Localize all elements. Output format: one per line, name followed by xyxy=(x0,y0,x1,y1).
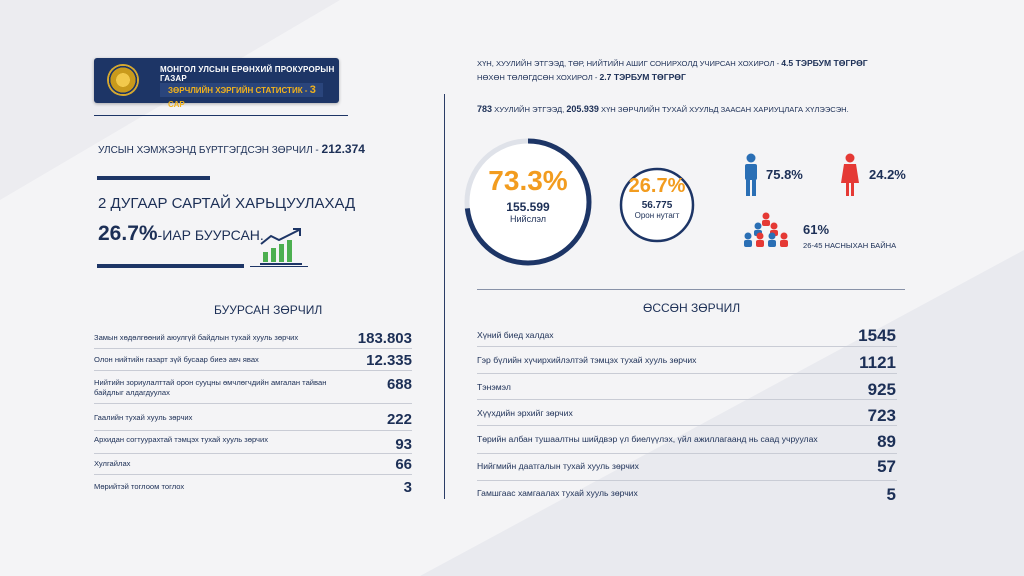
list-item-label: Тэнэмэл xyxy=(477,382,511,392)
rural-label: Орон нутагт xyxy=(634,211,680,220)
list-item-label: Хүүхдийн эрхийг зөрчих xyxy=(477,408,573,418)
list-item-value: 925 xyxy=(867,380,896,399)
list-item-value: 688 xyxy=(386,376,412,393)
list-item-value: 66 xyxy=(395,456,412,473)
list-item-label: Олон нийтийн газарт зүй бусаар биеэ авч явах xyxy=(94,355,259,364)
row-separator xyxy=(94,453,412,454)
row-separator xyxy=(94,348,412,349)
list-item-label: Нийгмийн даатгалын тухай хууль зөрчих xyxy=(477,461,639,471)
age-percent: 61% xyxy=(803,222,830,237)
row-separator xyxy=(477,346,897,347)
decrease-summary: 26.7%-ИАР БУУРСАН. xyxy=(98,222,264,245)
list-item-value: 723 xyxy=(867,406,896,425)
header-badge xyxy=(94,58,339,109)
row-separator xyxy=(477,373,897,374)
liability-line: 783 ХУУЛИЙН ЭТГЭЭД, 205.939 ХҮН ЗӨРЧЛИЙН ТУХАЙ ХУУЛЬД ЗААСАН ХАРИУЦЛАГА ХҮЛЭЭСЭН. xyxy=(477,104,849,114)
female-icon xyxy=(840,153,860,197)
list-item-value: 57 xyxy=(877,457,896,476)
male-icon xyxy=(742,153,760,197)
list-item-label: Замын хөдөлгөөний аюулгүй байдлын тухай хууль зөрчих xyxy=(94,333,299,342)
list-item-label: Архидан согтуурахтай тэмцэх тухай хууль зөрчих xyxy=(94,435,269,444)
list-item-value: 89 xyxy=(877,432,896,451)
list-item-value: 1121 xyxy=(859,353,896,372)
row-separator xyxy=(477,453,897,454)
decreased-section-title: БУУРСАН ЗӨРЧИЛ xyxy=(214,303,323,317)
section-divider xyxy=(477,289,905,290)
row-separator xyxy=(477,399,897,400)
row-separator xyxy=(477,425,897,426)
female-percent: 24.2% xyxy=(869,167,906,182)
accent-bar-bottom xyxy=(97,264,244,268)
compensation-line: НӨХӨН ТӨЛӨГДСӨН ХОХИРОЛ - 2.7 ТЭРБУМ ТӨГРӨГ xyxy=(477,72,686,82)
emblem-icon xyxy=(107,64,139,96)
city-count: 155.599 xyxy=(506,200,550,214)
list-item-label: Хүний биед халдах xyxy=(477,330,554,340)
list-item-label: Хулгайлах xyxy=(94,459,131,468)
list-item-value: 222 xyxy=(386,411,412,428)
list-item-value: 12.335 xyxy=(366,352,412,369)
accent-bar-top xyxy=(97,176,210,180)
increased-section-title: ӨССӨН ЗӨРЧИЛ xyxy=(643,301,741,315)
list-item-label: Гаалийн тухай хууль зөрчих xyxy=(94,413,193,422)
list-item-label: Гамшгаас хамгаалах тухай хууль зөрчих xyxy=(477,488,638,498)
list-item-label: Гэр бүлийн хүчирхийлэлтэй тэмцэх тухай хууль зөрчих xyxy=(477,355,697,365)
header-underline xyxy=(94,115,348,116)
org-title: МОНГОЛ УЛСЫН ЕРӨНХИЙ ПРОКУРОРЫН ГАЗАР xyxy=(160,65,335,83)
male-percent: 75.8% xyxy=(766,167,803,182)
accent-thin-line xyxy=(250,266,308,267)
column-divider xyxy=(444,94,445,499)
row-separator xyxy=(94,370,412,371)
list-item-label: Нийтийн зориулалттай орон сууцны өмчлөгчдийн амгалан тайван байдлыг алдагдуулах xyxy=(94,378,327,397)
rural-percent: 26.7% xyxy=(628,175,686,197)
city-label: Нийслэл xyxy=(510,214,546,224)
row-separator xyxy=(94,474,412,475)
list-item-value: 93 xyxy=(395,436,412,453)
list-item-value: 5 xyxy=(886,485,896,504)
people-group-icon xyxy=(742,212,790,248)
row-separator xyxy=(94,430,412,431)
registered-count: УЛСЫН ХЭМЖЭЭНД БҮРТГЭГДСЭН ЗӨРЧИЛ - 212.374 xyxy=(98,142,365,156)
list-item-label: Төрийн албан тушаалтны шийдвэр үл биелүүлэх, үйл ажиллагаанд нь саад учруулах xyxy=(477,434,818,444)
city-percent: 73.3% xyxy=(488,165,568,196)
row-separator xyxy=(477,480,897,481)
row-separator xyxy=(94,403,412,404)
city-stats xyxy=(472,165,584,224)
list-item-value: 183.803 xyxy=(357,330,412,347)
list-item-value: 3 xyxy=(403,479,412,496)
damage-line: ХҮН, ХУУЛИЙН ЭТГЭЭД, ТӨР, НИЙТИЙН АШИГ СОНИРХОЛД УЧИРСАН ХОХИРОЛ - 4.5 ТЭРБУМ ТӨГРӨГ xyxy=(477,58,868,68)
growth-chart-icon xyxy=(257,226,305,266)
list-item-label: Мөрийтэй тоглоом тоглох xyxy=(94,482,185,491)
age-label: 26-45 НАСНЫХАН БАЙНА xyxy=(803,241,897,250)
rural-count: 56.775 xyxy=(641,200,673,211)
rural-stats xyxy=(618,175,696,220)
statistics-subtitle: ЗӨРЧЛИЙН ХЭРГИЙН СТАТИСТИК - 3 САР xyxy=(160,83,323,97)
list-item-value: 1545 xyxy=(858,326,896,345)
compare-line: 2 ДУГААР САРТАЙ ХАРЬЦУУЛАХАД xyxy=(98,195,356,212)
